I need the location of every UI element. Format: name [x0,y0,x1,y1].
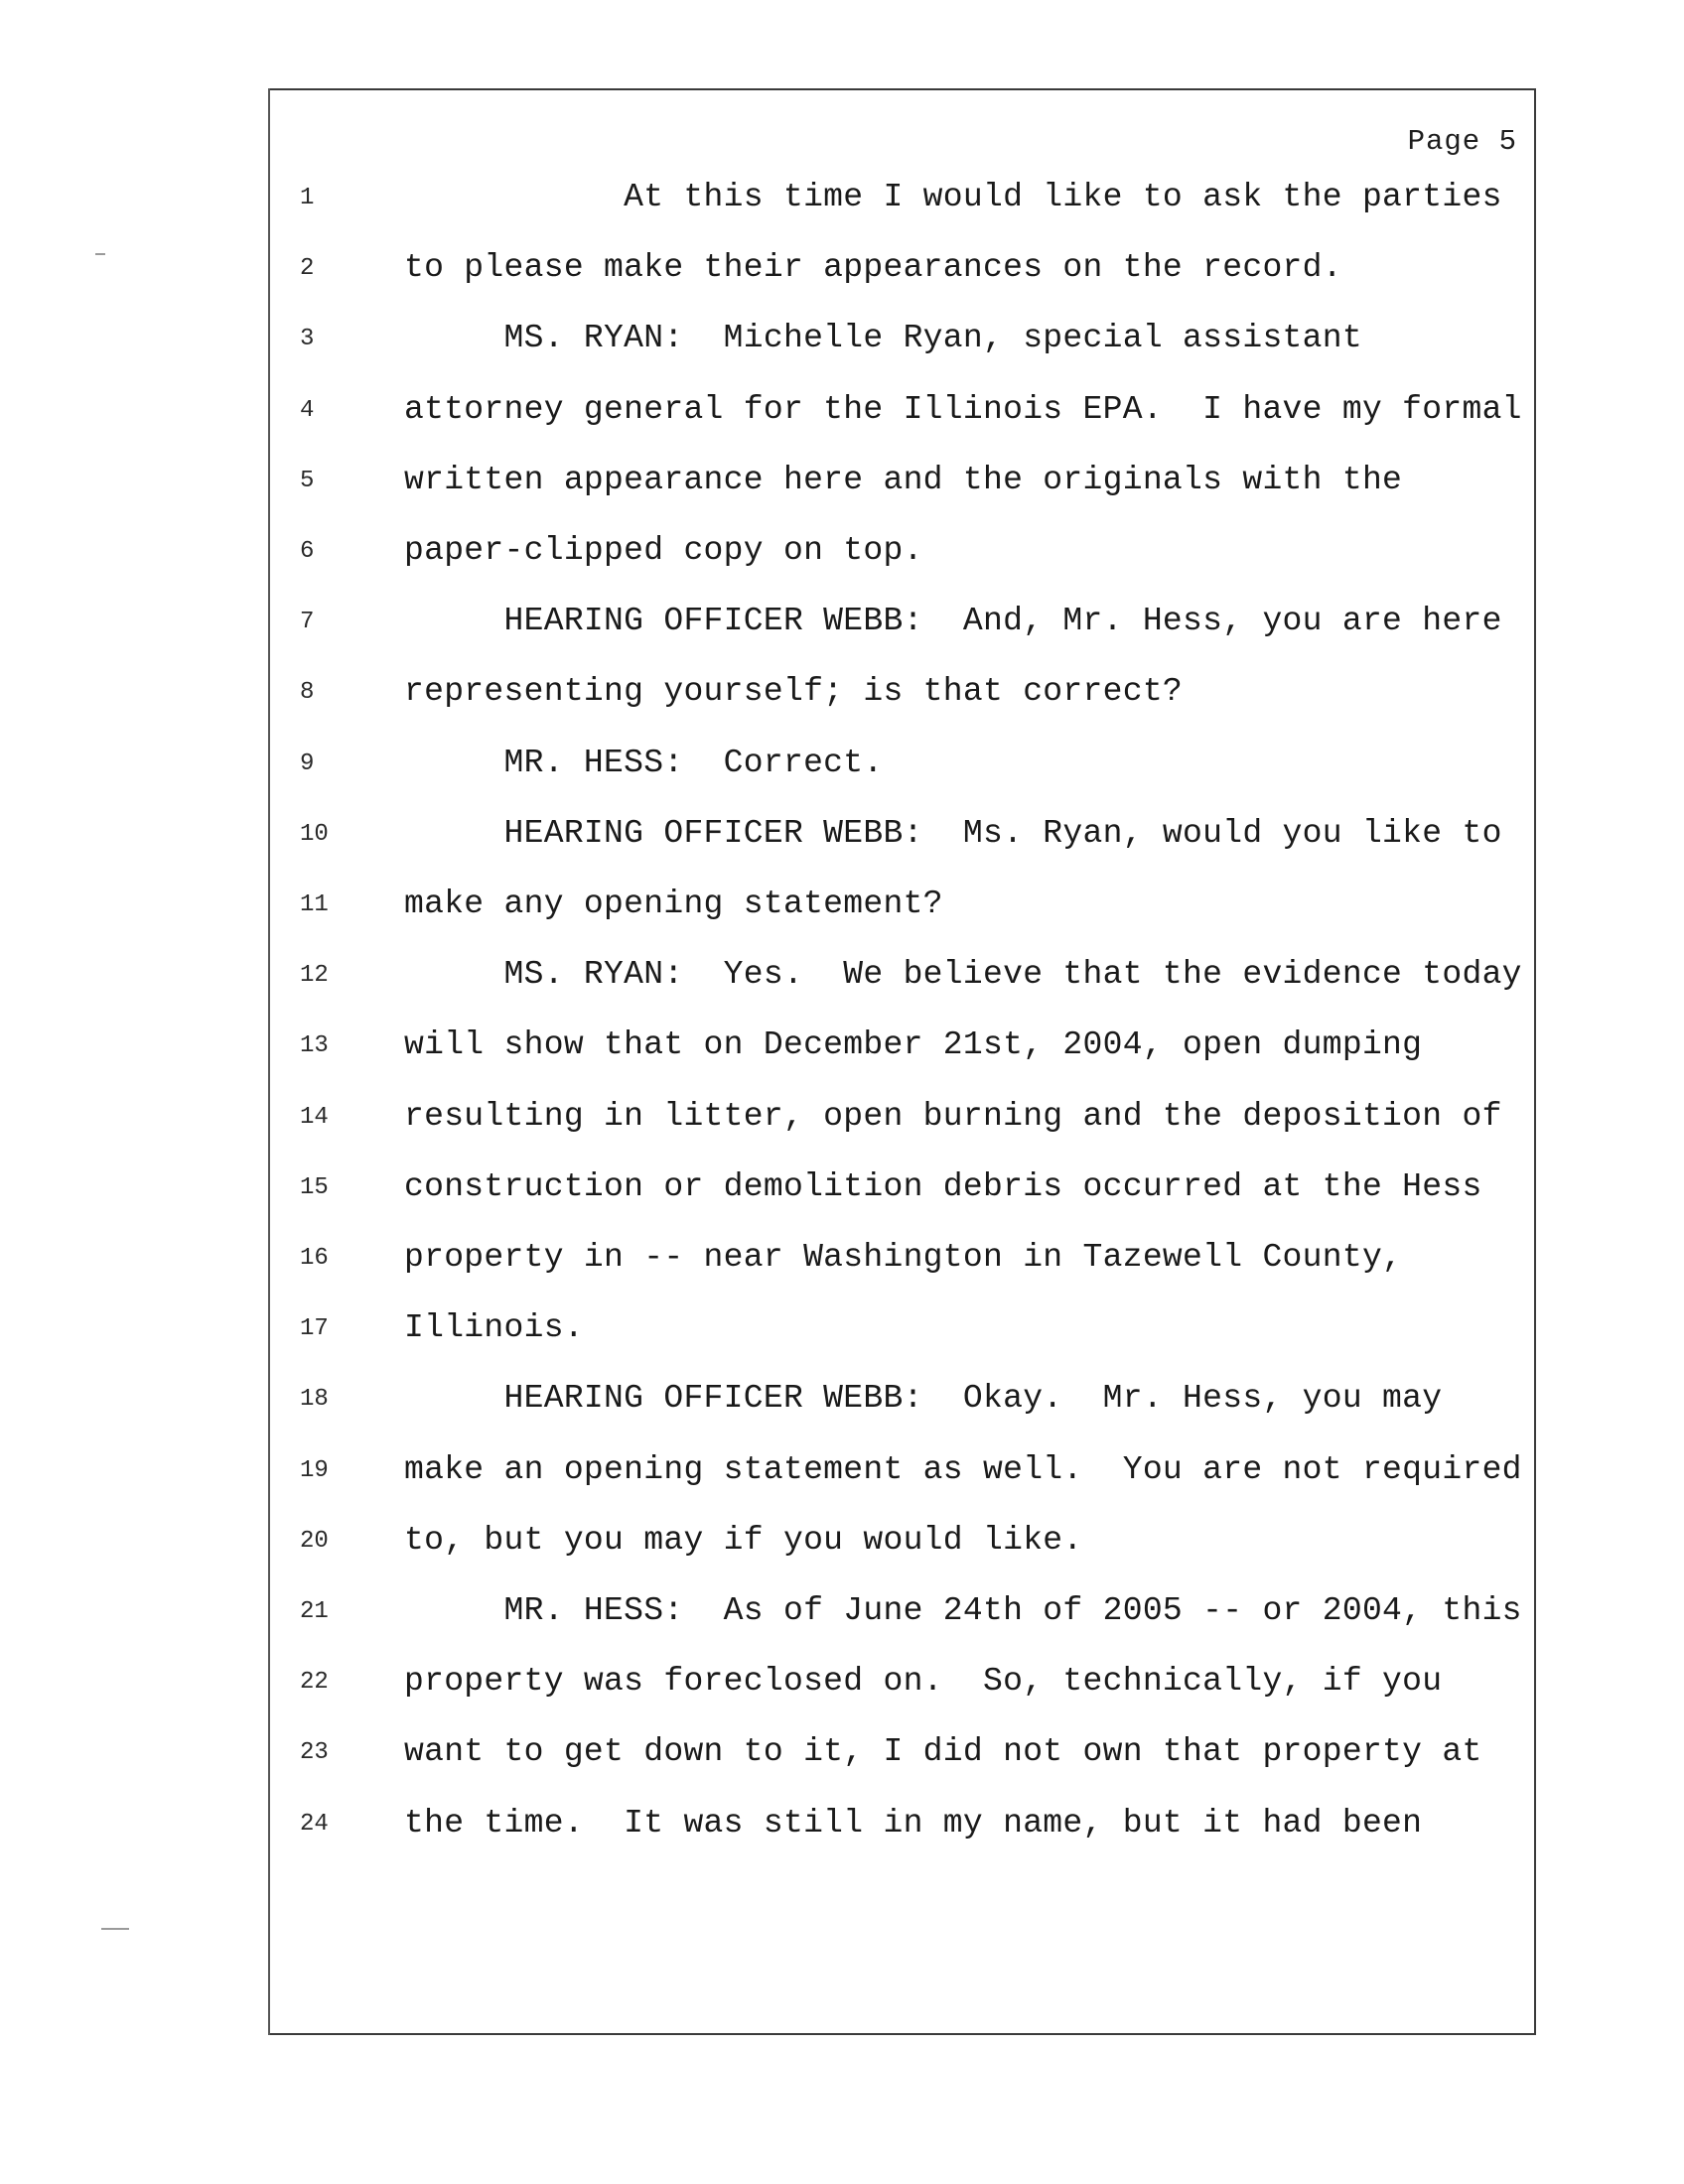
transcript-line: MR. HESS: As of June 24th of 2005 -- or 2004, this [404,1592,1522,1629]
line-number: 8 [300,679,315,707]
line-number: 9 [300,750,315,777]
line-number-gutter-rule [268,88,270,2035]
line-number: 22 [300,1669,329,1697]
line-number: 10 [300,820,329,848]
transcript-line: property was foreclosed on. So, technically, if you [404,1663,1443,1701]
line-number: 20 [300,1527,329,1555]
line-number: 15 [300,1173,329,1201]
scan-artifact-mark [101,1928,129,1930]
transcript-line: want to get down to it, I did not own that property at [404,1733,1482,1771]
transcript-line: MR. HESS: Correct. [404,744,884,781]
page-number-label: Page 5 [1407,125,1517,158]
transcript-line: make an opening statement as well. You are not required [404,1450,1522,1488]
line-number: 2 [300,255,315,283]
line-number: 6 [300,538,315,565]
transcript-line: HEARING OFFICER WEBB: Ms. Ryan, would you like to [404,814,1502,852]
transcript-line: property in -- near Washington in Tazewell County, [404,1239,1403,1276]
line-number: 4 [300,396,315,424]
transcript-line: paper-clipped copy on top. [404,532,923,569]
line-number: 3 [300,326,315,353]
transcript-line: will show that on December 21st, 2004, open dumping [404,1026,1423,1064]
transcript-line: the time. It was still in my name, but it had been [404,1804,1423,1842]
scan-artifact-mark [95,253,105,255]
transcript-line: Illinois. [404,1309,584,1347]
transcript-line: resulting in litter, open burning and the deposition of [404,1097,1502,1135]
line-number: 5 [300,467,315,494]
line-number: 23 [300,1739,329,1767]
transcript-line: make any opening statement? [404,886,943,922]
line-number: 21 [300,1598,329,1625]
line-number: 14 [300,1103,329,1131]
line-number: 18 [300,1386,329,1414]
transcript-line: MS. RYAN: Yes. We believe that the evidence today [404,956,1522,994]
transcript-line: representing yourself; is that correct? [404,673,1184,711]
transcript-line: attorney general for the Illinois EPA. I have my formal [404,390,1522,428]
line-number: 24 [300,1810,329,1838]
line-number: 16 [300,1245,329,1272]
transcript-line: HEARING OFFICER WEBB: And, Mr. Hess, you are here [404,603,1502,640]
line-number: 13 [300,1032,329,1060]
line-number: 11 [300,891,329,918]
transcript-line: At this time I would like to ask the parties [404,179,1502,215]
line-number: 17 [300,1315,329,1343]
line-number: 7 [300,609,315,636]
transcript-line: construction or demolition debris occurred at the Hess [404,1167,1482,1205]
transcript-line: written appearance here and the originals with the [404,461,1403,498]
transcript-line: MS. RYAN: Michelle Ryan, special assistant [404,320,1362,357]
line-number: 19 [300,1456,329,1484]
line-number: 12 [300,962,329,990]
transcript-line: HEARING OFFICER WEBB: Okay. Mr. Hess, you may [404,1380,1443,1418]
transcript-line: to, but you may if you would like. [404,1521,1083,1559]
line-number: 1 [300,185,315,211]
transcript-line: to please make their appearances on the record. [404,249,1342,287]
